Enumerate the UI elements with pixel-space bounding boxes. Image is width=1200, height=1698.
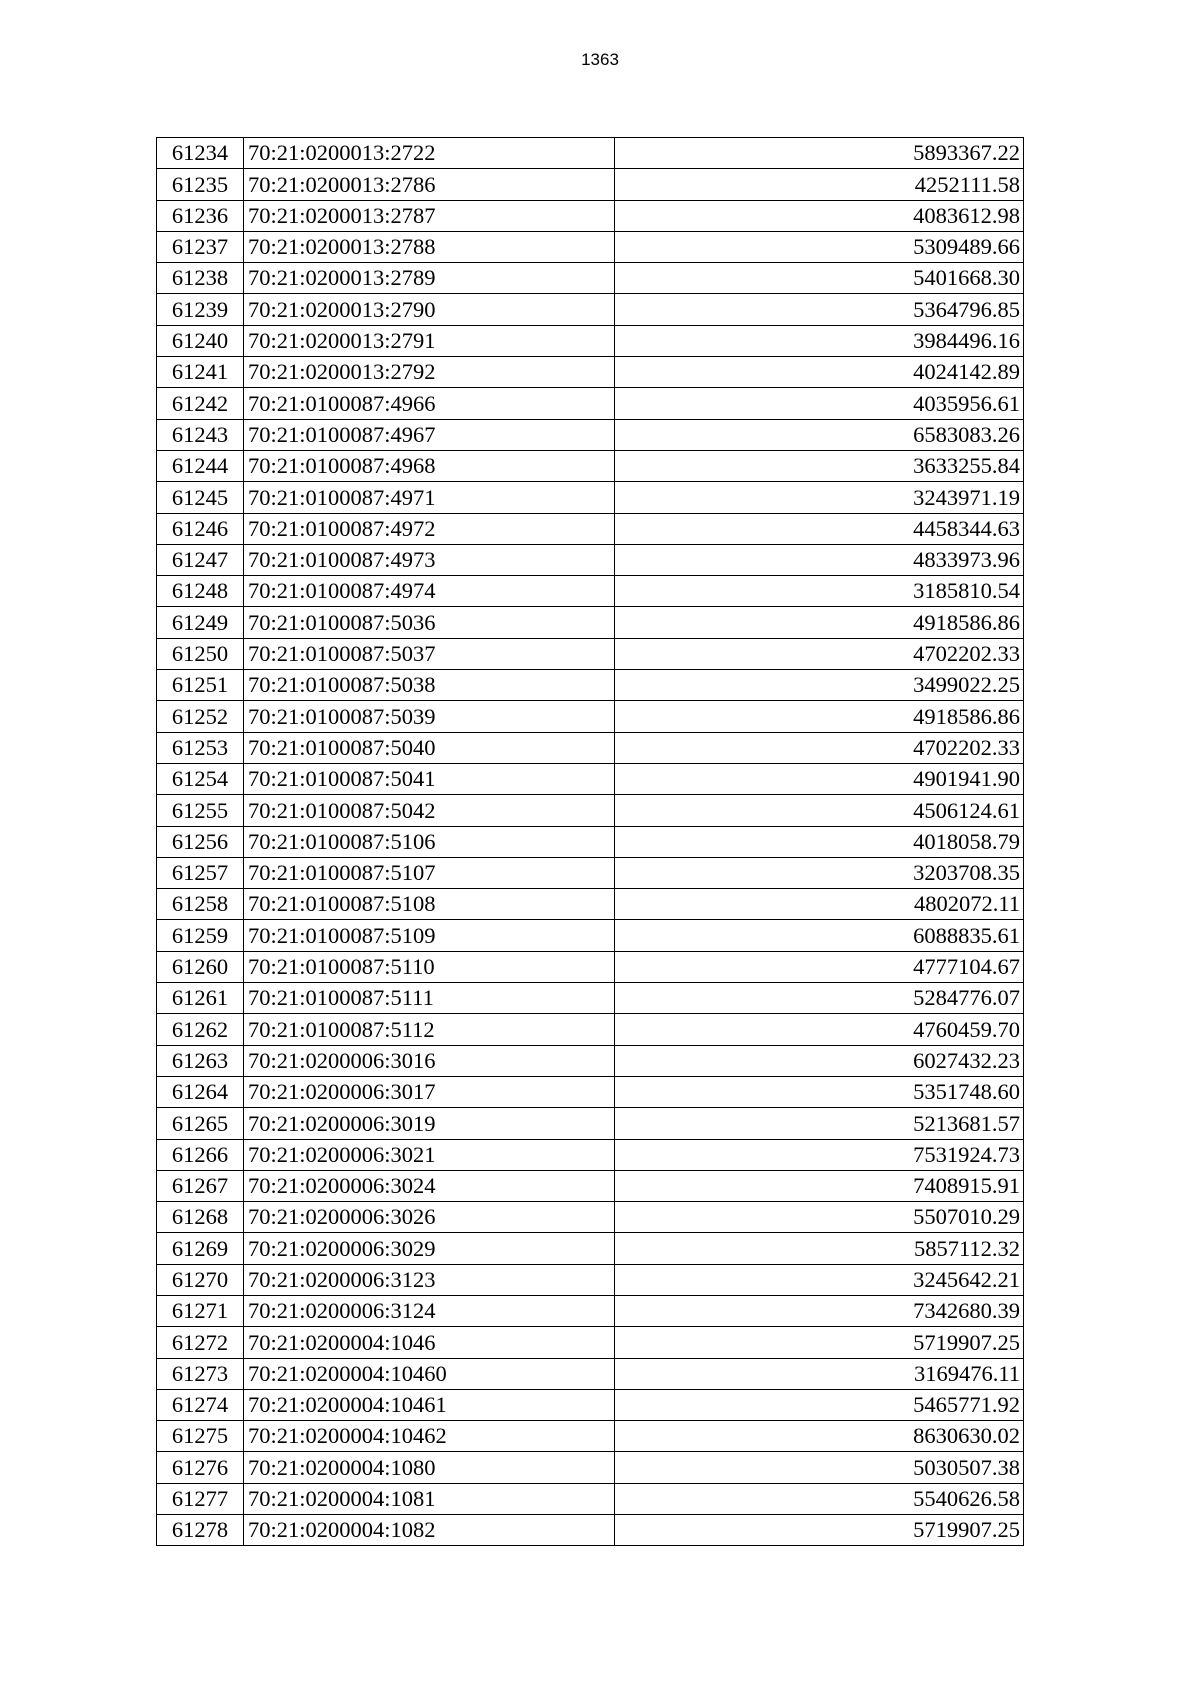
cadastral-value-cell: 4901941.90 <box>615 763 1024 794</box>
row-number-cell: 61245 <box>157 482 244 513</box>
cadastral-number-cell: 70:21:0200004:10460 <box>244 1358 615 1389</box>
table-row <box>157 1045 1024 1076</box>
cadastral-value-cell: 4918586.86 <box>615 607 1024 638</box>
row-number-cell: 61242 <box>157 388 244 419</box>
row-number-cell: 61270 <box>157 1264 244 1295</box>
row-number-cell: 61275 <box>157 1421 244 1452</box>
cadastral-value-cell: 3245642.21 <box>615 1264 1024 1295</box>
row-number-cell: 61236 <box>157 200 244 231</box>
table-row <box>157 1515 1024 1546</box>
table-row <box>157 1233 1024 1264</box>
table-row <box>157 1327 1024 1358</box>
cadastral-value-cell: 8630630.02 <box>615 1421 1024 1452</box>
table-row <box>157 701 1024 732</box>
cadastral-value-cell: 5857112.32 <box>615 1233 1024 1264</box>
row-number-cell: 61250 <box>157 638 244 669</box>
cadastral-number-cell: 70:21:0200006:3021 <box>244 1139 615 1170</box>
cadastral-number-cell: 70:21:0100087:4966 <box>244 388 615 419</box>
cadastral-number-cell: 70:21:0100087:5038 <box>244 670 615 701</box>
table-row <box>157 983 1024 1014</box>
cadastral-number-cell: 70:21:0100087:5040 <box>244 732 615 763</box>
row-number-cell: 61243 <box>157 419 244 450</box>
row-number-cell: 61277 <box>157 1483 244 1514</box>
cadastral-value-cell: 5719907.25 <box>615 1515 1024 1546</box>
cadastral-value-cell: 4802072.11 <box>615 889 1024 920</box>
table-row <box>157 732 1024 763</box>
row-number-cell: 61251 <box>157 670 244 701</box>
cadastral-value-cell: 6088835.61 <box>615 920 1024 951</box>
row-number-cell: 61252 <box>157 701 244 732</box>
cadastral-value-cell: 6027432.23 <box>615 1045 1024 1076</box>
cadastral-value-cell: 5507010.29 <box>615 1202 1024 1233</box>
cadastral-value-cell: 4833973.96 <box>615 544 1024 575</box>
cadastral-number-cell: 70:21:0200013:2791 <box>244 325 615 356</box>
cadastral-value-cell: 4083612.98 <box>615 200 1024 231</box>
cadastral-value-cell: 5893367.22 <box>615 138 1024 169</box>
row-number-cell: 61268 <box>157 1202 244 1233</box>
cadastral-number-cell: 70:21:0100087:4972 <box>244 513 615 544</box>
row-number-cell: 61262 <box>157 1014 244 1045</box>
cadastral-value-cell: 4702202.33 <box>615 732 1024 763</box>
row-number-cell: 61249 <box>157 607 244 638</box>
cadastral-number-cell: 70:21:0200013:2786 <box>244 169 615 200</box>
cadastral-value-cell: 4035956.61 <box>615 388 1024 419</box>
table-row <box>157 1358 1024 1389</box>
table-row <box>157 763 1024 794</box>
row-number-cell: 61248 <box>157 576 244 607</box>
row-number-cell: 61256 <box>157 826 244 857</box>
cadastral-number-cell: 70:21:0200013:2789 <box>244 263 615 294</box>
cadastral-value-table <box>156 137 1024 1546</box>
table-row <box>157 138 1024 169</box>
table-row <box>157 1295 1024 1326</box>
cadastral-number-cell: 70:21:0100087:5042 <box>244 795 615 826</box>
cadastral-number-cell: 70:21:0100087:5036 <box>244 607 615 638</box>
cadastral-number-cell: 70:21:0200006:3016 <box>244 1045 615 1076</box>
cadastral-number-cell: 70:21:0200013:2792 <box>244 357 615 388</box>
cadastral-number-cell: 70:21:0200006:3017 <box>244 1076 615 1107</box>
table-row <box>157 607 1024 638</box>
table-row <box>157 231 1024 262</box>
cadastral-value-cell: 5401668.30 <box>615 263 1024 294</box>
table-row <box>157 263 1024 294</box>
cadastral-number-cell: 70:21:0200004:1081 <box>244 1483 615 1514</box>
row-number-cell: 61246 <box>157 513 244 544</box>
row-number-cell: 61238 <box>157 263 244 294</box>
cadastral-value-cell: 4018058.79 <box>615 826 1024 857</box>
row-number-cell: 61261 <box>157 983 244 1014</box>
row-number-cell: 61272 <box>157 1327 244 1358</box>
table-row <box>157 1264 1024 1295</box>
table-row <box>157 1139 1024 1170</box>
cadastral-value-cell: 4777104.67 <box>615 951 1024 982</box>
table-row <box>157 200 1024 231</box>
cadastral-number-cell: 70:21:0200004:10461 <box>244 1389 615 1420</box>
table-row <box>157 1108 1024 1139</box>
row-number-cell: 61244 <box>157 450 244 481</box>
row-number-cell: 61278 <box>157 1515 244 1546</box>
table-row <box>157 670 1024 701</box>
row-number-cell: 61237 <box>157 231 244 262</box>
cadastral-value-cell: 3243971.19 <box>615 482 1024 513</box>
row-number-cell: 61257 <box>157 857 244 888</box>
row-number-cell: 61274 <box>157 1389 244 1420</box>
cadastral-value-cell: 5465771.92 <box>615 1389 1024 1420</box>
cadastral-value-cell: 5030507.38 <box>615 1452 1024 1483</box>
cadastral-value-cell: 5351748.60 <box>615 1076 1024 1107</box>
row-number-cell: 61273 <box>157 1358 244 1389</box>
cadastral-number-cell: 70:21:0200006:3026 <box>244 1202 615 1233</box>
row-number-cell: 61253 <box>157 732 244 763</box>
cadastral-value-cell: 3203708.35 <box>615 857 1024 888</box>
cadastral-number-cell: 70:21:0200006:3024 <box>244 1170 615 1201</box>
cadastral-number-cell: 70:21:0200006:3124 <box>244 1295 615 1326</box>
cadastral-value-cell: 5540626.58 <box>615 1483 1024 1514</box>
table-row <box>157 169 1024 200</box>
table-row <box>157 513 1024 544</box>
table-row <box>157 325 1024 356</box>
cadastral-number-cell: 70:21:0100087:4973 <box>244 544 615 575</box>
cadastral-number-cell: 70:21:0200004:1046 <box>244 1327 615 1358</box>
cadastral-value-cell: 7408915.91 <box>615 1170 1024 1201</box>
cadastral-number-cell: 70:21:0100087:4971 <box>244 482 615 513</box>
cadastral-value-cell: 5719907.25 <box>615 1327 1024 1358</box>
row-number-cell: 61267 <box>157 1170 244 1201</box>
table-row <box>157 1452 1024 1483</box>
cadastral-number-cell: 70:21:0100087:5106 <box>244 826 615 857</box>
cadastral-number-cell: 70:21:0100087:5107 <box>244 857 615 888</box>
page-number: 1363 <box>581 50 619 69</box>
cadastral-value-cell: 5309489.66 <box>615 231 1024 262</box>
row-number-cell: 61258 <box>157 889 244 920</box>
row-number-cell: 61239 <box>157 294 244 325</box>
table-row <box>157 1483 1024 1514</box>
cadastral-number-cell: 70:21:0100087:5041 <box>244 763 615 794</box>
cadastral-value-cell: 3633255.84 <box>615 450 1024 481</box>
row-number-cell: 61271 <box>157 1295 244 1326</box>
cadastral-value-cell: 5364796.85 <box>615 294 1024 325</box>
cadastral-value-cell: 5213681.57 <box>615 1108 1024 1139</box>
row-number-cell: 61259 <box>157 920 244 951</box>
row-number-cell: 61265 <box>157 1108 244 1139</box>
cadastral-number-cell: 70:21:0200006:3123 <box>244 1264 615 1295</box>
cadastral-value-cell: 3499022.25 <box>615 670 1024 701</box>
table-row <box>157 1076 1024 1107</box>
table-row <box>157 889 1024 920</box>
table-row <box>157 951 1024 982</box>
table-row <box>157 1389 1024 1420</box>
table-row <box>157 450 1024 481</box>
row-number-cell: 61241 <box>157 357 244 388</box>
cadastral-value-cell: 6583083.26 <box>615 419 1024 450</box>
cadastral-number-cell: 70:21:0200013:2722 <box>244 138 615 169</box>
cadastral-number-cell: 70:21:0200004:10462 <box>244 1421 615 1452</box>
table-row <box>157 544 1024 575</box>
table-row <box>157 1202 1024 1233</box>
cadastral-value-cell: 4506124.61 <box>615 795 1024 826</box>
row-number-cell: 61266 <box>157 1139 244 1170</box>
cadastral-number-cell: 70:21:0100087:5110 <box>244 951 615 982</box>
cadastral-number-cell: 70:21:0200006:3019 <box>244 1108 615 1139</box>
table-row <box>157 419 1024 450</box>
table-row <box>157 638 1024 669</box>
cadastral-value-cell: 7531924.73 <box>615 1139 1024 1170</box>
row-number-cell: 61255 <box>157 795 244 826</box>
table-row <box>157 826 1024 857</box>
table-row <box>157 294 1024 325</box>
table-row <box>157 1014 1024 1045</box>
cadastral-number-cell: 70:21:0100087:4968 <box>244 450 615 481</box>
cadastral-number-cell: 70:21:0100087:5108 <box>244 889 615 920</box>
cadastral-value-cell: 7342680.39 <box>615 1295 1024 1326</box>
table-row <box>157 857 1024 888</box>
cadastral-number-cell: 70:21:0200004:1082 <box>244 1515 615 1546</box>
table-body <box>157 138 1024 1546</box>
cadastral-number-cell: 70:21:0100087:4967 <box>244 419 615 450</box>
cadastral-number-cell: 70:21:0200004:1080 <box>244 1452 615 1483</box>
cadastral-number-cell: 70:21:0200013:2787 <box>244 200 615 231</box>
row-number-cell: 61260 <box>157 951 244 982</box>
row-number-cell: 61254 <box>157 763 244 794</box>
cadastral-value-cell: 3984496.16 <box>615 325 1024 356</box>
cadastral-number-cell: 70:21:0200013:2790 <box>244 294 615 325</box>
cadastral-value-cell: 3169476.11 <box>615 1358 1024 1389</box>
cadastral-number-cell: 70:21:0200006:3029 <box>244 1233 615 1264</box>
row-number-cell: 61234 <box>157 138 244 169</box>
table-row <box>157 357 1024 388</box>
row-number-cell: 61235 <box>157 169 244 200</box>
cadastral-value-cell: 4702202.33 <box>615 638 1024 669</box>
row-number-cell: 61263 <box>157 1045 244 1076</box>
table-row <box>157 482 1024 513</box>
cadastral-number-cell: 70:21:0100087:4974 <box>244 576 615 607</box>
table-row <box>157 920 1024 951</box>
table-row <box>157 576 1024 607</box>
cadastral-number-cell: 70:21:0100087:5037 <box>244 638 615 669</box>
table-row <box>157 795 1024 826</box>
table-row <box>157 1170 1024 1201</box>
cadastral-number-cell: 70:21:0100087:5039 <box>244 701 615 732</box>
cadastral-number-cell: 70:21:0100087:5112 <box>244 1014 615 1045</box>
row-number-cell: 61247 <box>157 544 244 575</box>
row-number-cell: 61264 <box>157 1076 244 1107</box>
cadastral-value-cell: 4252111.58 <box>615 169 1024 200</box>
cadastral-value-cell: 3185810.54 <box>615 576 1024 607</box>
cadastral-number-cell: 70:21:0200013:2788 <box>244 231 615 262</box>
row-number-cell: 61269 <box>157 1233 244 1264</box>
cadastral-value-cell: 4918586.86 <box>615 701 1024 732</box>
cadastral-value-cell: 4024142.89 <box>615 357 1024 388</box>
table-row <box>157 388 1024 419</box>
cadastral-value-cell: 4760459.70 <box>615 1014 1024 1045</box>
cadastral-number-cell: 70:21:0100087:5111 <box>244 983 615 1014</box>
row-number-cell: 61276 <box>157 1452 244 1483</box>
cadastral-value-cell: 4458344.63 <box>615 513 1024 544</box>
table-row <box>157 1421 1024 1452</box>
cadastral-value-cell: 5284776.07 <box>615 983 1024 1014</box>
cadastral-number-cell: 70:21:0100087:5109 <box>244 920 615 951</box>
row-number-cell: 61240 <box>157 325 244 356</box>
